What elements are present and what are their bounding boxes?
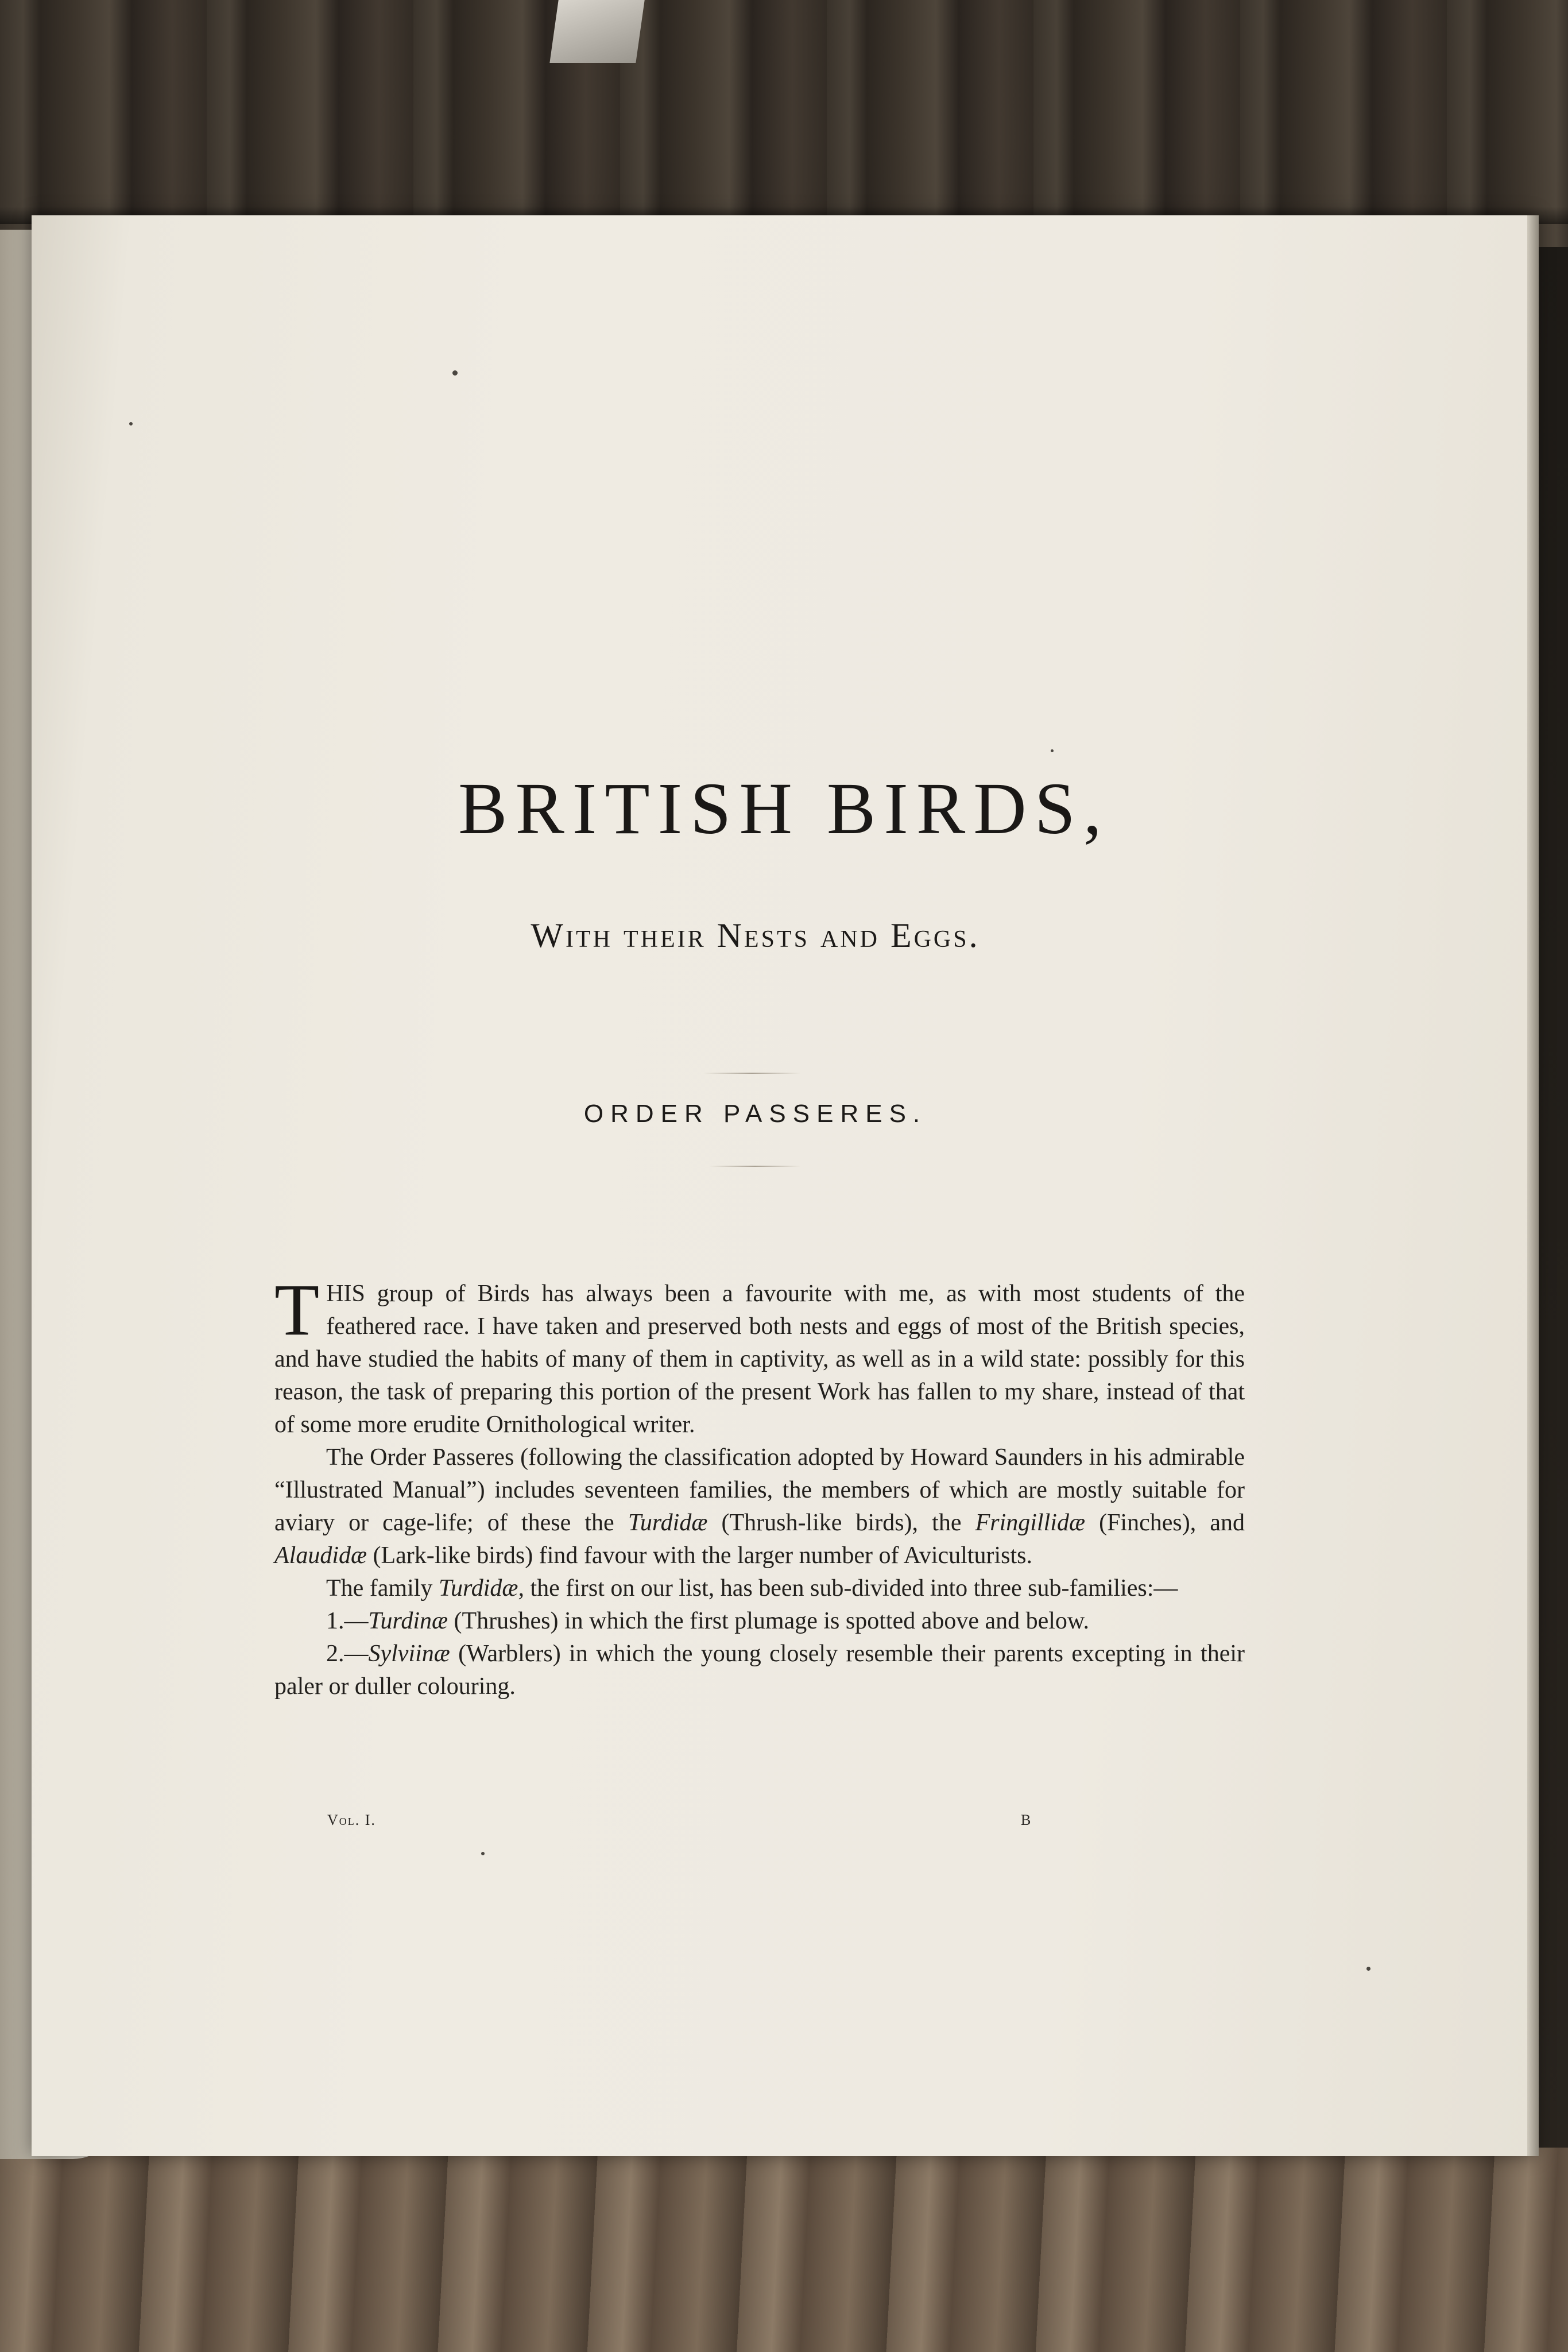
- p2-text-b: (Thrush-like birds), the: [707, 1510, 975, 1536]
- body-text: [274, 1269, 1245, 1703]
- item1-text: (Thrushes) in which the first plumage is spotted above and below.: [448, 1608, 1090, 1634]
- book-subtitle: With their Nests and Eggs.: [531, 916, 980, 954]
- item2-number: 2.—: [326, 1641, 369, 1667]
- list-item-1: [274, 1605, 1245, 1638]
- drop-cap: T: [274, 1269, 320, 1351]
- spine-label: [549, 0, 644, 63]
- rule-top: [703, 1073, 801, 1074]
- book-title: BRITISH BIRDS,: [458, 768, 1110, 849]
- page-speck: [452, 370, 458, 376]
- p2-fringillidae: Fringillidæ: [975, 1510, 1085, 1536]
- page-speck: [1051, 749, 1054, 752]
- item1-number: 1.—: [326, 1608, 369, 1634]
- rule-bottom: [709, 1166, 801, 1167]
- list-item-2: [274, 1638, 1245, 1703]
- wooden-table: [0, 2148, 1568, 2352]
- page-right-edge: [1527, 215, 1539, 2156]
- order-heading: ORDER PASSERES.: [583, 1100, 927, 1128]
- p3-text-b: the first on our list, has been sub-divided into three sub-families:—: [524, 1575, 1178, 1601]
- page-speck: [129, 422, 133, 425]
- paragraph-2: [274, 1441, 1245, 1572]
- paragraph-3: [274, 1572, 1245, 1605]
- footer-signature: B: [1021, 1812, 1031, 1828]
- item2-text: (Warblers) in which the young closely resemble their parents excepting in their paler or duller colouring.: [274, 1641, 1245, 1700]
- p2-turdidae: Turdidæ: [628, 1510, 708, 1536]
- item1-name: Turdinæ: [368, 1608, 448, 1634]
- footer-volume: Vol. I.: [327, 1812, 376, 1828]
- p3-text-a: The family: [326, 1575, 439, 1601]
- p3-turdidae: Turdidæ,: [438, 1575, 524, 1601]
- item2-name: Sylviinæ: [368, 1641, 450, 1667]
- page-speck: [481, 1852, 485, 1855]
- paragraph-1: [274, 1269, 1245, 1441]
- book-page: [32, 215, 1536, 2156]
- p2-text-a: The Order Passeres (following the classification adopted by Howard Saunders in his admirable “Illustrated Manual”) includes seventeen families, the members of which are mostly suitable for aviary or cage-life; of these the: [274, 1444, 1245, 1536]
- page-speck: [1366, 1967, 1370, 1971]
- p2-alaudidae: Alaudidæ: [274, 1542, 367, 1569]
- paragraph-1-text: HIS group of Birds has always been a favourite with me, as with most students of the feathered race. I have taken and preserved both nests and eggs of most of the British species, and have studied the habits of many of them in captivity, as well as in a wild state: possibly for this reason, the task of preparing this portion of the present Work has fallen to my share, instead of that of some more erudite Ornithological writer.: [274, 1281, 1245, 1438]
- p2-text-c: (Finches), and: [1085, 1510, 1245, 1536]
- p2-text-d: (Lark-like birds) find favour with the larger number of Aviculturists.: [367, 1542, 1032, 1569]
